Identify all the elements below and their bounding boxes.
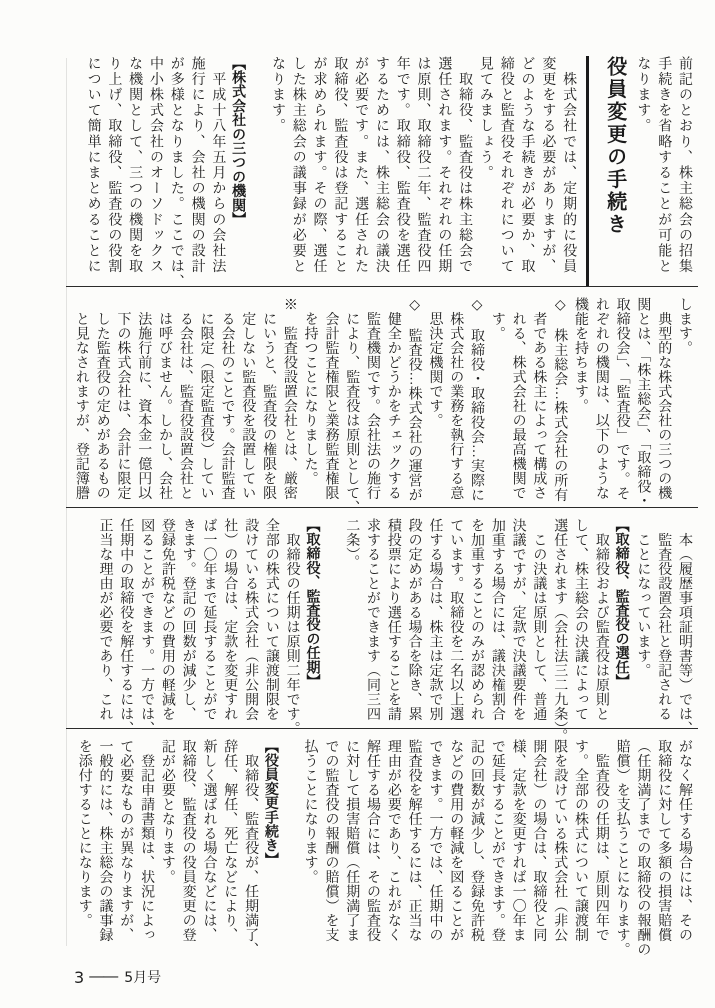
text-column: 理由が必要であり、これがなく [385, 739, 401, 942]
text-column: 登記申請書類は、状況によっ [139, 739, 155, 942]
text-column: 取締役、監査役は登記すること [332, 56, 348, 275]
text-column: と見なされますが、登記簿謄 [73, 297, 89, 500]
text-column: 取締役、監査役が、任期満了、 [243, 739, 259, 957]
text-column: にいうと、監査役の権限を限 [261, 297, 277, 500]
column-gap [322, 518, 340, 528]
text-column: す。全部の株式について譲渡制 [573, 739, 589, 942]
text-column: 取締役に対して多額の損害賠償 [656, 739, 672, 942]
text-column: 法施行前に、資本金一億円以 [136, 297, 152, 500]
text-column: が多様となりました。ここでは、 [168, 56, 184, 290]
text-column: 取締役の任期は原則二年です。 [284, 518, 300, 736]
footer-dash: ―― [89, 967, 118, 985]
text-column: などの費用の軽減を図ることが [448, 739, 464, 942]
text-column: 任する場合は、株主は定款で別 [427, 518, 443, 721]
text-column: 本（履歴事項証明書等）では、 [677, 518, 692, 736]
text-column: により、監査役は原則として、 [344, 297, 360, 515]
text-column: 中小株式会社のオーソドックス [147, 56, 163, 275]
text-column: 開会社）の場合は、取締役と同 [531, 739, 547, 942]
text-column: 手続きを省略することが可能と [656, 56, 672, 275]
text-column: 加重する場合には、議決権割合 [489, 518, 505, 721]
text-column: は呼びません。しかし、会社 [157, 297, 173, 500]
text-column: ています。取締役を二名以上選 [448, 518, 464, 721]
section-subheading: 【取締役、監査役の任期】 [304, 518, 321, 689]
article-band-2 [68, 297, 694, 515]
text-column: 思決定機関です。 [427, 297, 443, 428]
text-column: 新しく選ばれる場合などには、 [201, 739, 217, 942]
text-column: 株式会社の業務を執行する意 [448, 297, 464, 500]
text-column: て必要なものが異なりますが、 [118, 739, 134, 942]
text-column: がなく解任する場合には、その [677, 739, 692, 942]
text-column: 正当な理由が必要であり、これ [97, 518, 113, 721]
text-column: ◇ 監査役…株式会社の運営が [406, 297, 422, 502]
article-band-4 [68, 739, 694, 957]
text-column: 設けている株式会社（非公開会 [243, 518, 259, 721]
article-band-1 [68, 56, 694, 290]
text-column: 求することができます（同三四 [365, 518, 381, 721]
text-column: が求められます。その際、選任 [311, 56, 327, 275]
text-column: なります。 [269, 56, 285, 134]
text-column: 取締役、監査役は株主総会で [457, 56, 473, 275]
text-column: 監査役の任期は、原則四年で [593, 739, 609, 942]
text-column: 年です。取締役、監査役を選任 [394, 56, 410, 275]
text-column: る会社のことです。会計監査 [219, 297, 235, 500]
text-column: に限定（限定監査役）してい [198, 297, 214, 500]
issue-label: 5月号 [124, 970, 162, 986]
text-column: ことになっています。 [635, 518, 651, 678]
text-column: 施行により、会社の機関の設計 [189, 56, 205, 275]
text-column: 取締役、監査役の役員変更の登 [180, 739, 196, 942]
text-column: 積投票により選任することを請 [385, 518, 401, 721]
text-column: 二条）。 [344, 518, 360, 569]
text-column: この決議は原則として、普通 [531, 518, 547, 721]
text-column: 見てみましょう。 [477, 56, 493, 181]
text-column: に対して損害賠償（任期満了ま [344, 739, 360, 942]
text-column: れぞれの機関は、以下のような [593, 297, 609, 500]
text-column: 選任されます（会社法三二九条）。 [552, 518, 568, 743]
text-column: 社）の場合は、定款を変更すれ [222, 518, 238, 721]
text-column: れる、株式会社の最高機関で [510, 297, 526, 500]
text-column: ※ 監査役設置会社とは、厳密 [281, 297, 297, 500]
text-column: 監査役設置会社と登記される [656, 518, 672, 721]
text-column: を添付することになります。 [76, 739, 92, 928]
text-column: ば一〇年まで延長することがで [201, 518, 217, 721]
text-column: （任期満了までの取締役の報酬の [635, 739, 651, 957]
text-column: 下の株式会社は、会計に限定 [115, 297, 131, 500]
text-column: 監査機関です。会社法の施行 [365, 297, 381, 500]
text-column: 様、定款を変更すれば一〇年ま [510, 739, 526, 942]
text-column: が必要です。また、選任された [353, 56, 369, 275]
page-number: 3 [74, 967, 85, 987]
section-subheading: 【株式会社の三つの機関】 [230, 56, 247, 227]
heading-divider-rule [586, 56, 589, 287]
text-column: での監査役の報酬の賠償）を支 [323, 739, 339, 942]
text-column: について簡単にまとめることに [85, 56, 101, 275]
text-column: す。 [489, 297, 505, 341]
text-column: 一般的には、株主総会の議事録 [97, 739, 113, 942]
text-column: 機能を持ちます。 [573, 297, 589, 413]
text-column: な機関として、三つの機関を取 [127, 56, 143, 275]
text-column: 任期中の取締役を解任するには、 [118, 518, 134, 736]
text-column: 前記のとおり、株主総会の招集 [677, 56, 692, 275]
band-divider-rule-1 [66, 286, 698, 287]
text-column: 会計監査権限と業務監査権限 [323, 297, 339, 500]
text-column: して、株主総会の決議によって [573, 518, 589, 721]
text-column: 辞任、解任、死亡などにより、 [222, 739, 238, 942]
text-column: 監査役を解任するには、正当な [406, 739, 422, 942]
text-column: きます。登記の回数が減少し、 [180, 518, 196, 721]
text-column: 限を設けている株式会社（非公 [552, 739, 568, 942]
text-column: で延長することができます。登 [489, 739, 505, 942]
text-column: 記の回数が減少し、登録免許税 [469, 739, 485, 942]
text-column: できます。一方では、任期中の [427, 739, 443, 942]
section-subheading: 【取締役、監査役の選任】 [613, 518, 630, 689]
article-heading: 役員変更の手続き [603, 56, 628, 236]
text-column: 典型的な株式会社の三つの機 [656, 297, 672, 500]
text-column: した監査役の定めがあるもの [94, 297, 110, 500]
text-column: した株主総会の議事録が必要と [290, 56, 306, 275]
text-column: 全部の株式について譲渡制限を [263, 518, 279, 721]
text-column: 払うことになります。 [302, 739, 318, 884]
text-column: 賠償）を支払うことになります。 [614, 739, 630, 957]
text-column: は原則、取締役二年、監査役四 [415, 56, 431, 275]
text-column: ◇ 株主総会…株式会社の所有 [552, 297, 568, 502]
text-column: 取締役会」、「監査役」です。そ [614, 297, 630, 501]
text-column: 平成十八年五月からの会社法 [210, 56, 226, 275]
text-column: 選任されます。それぞれの任期 [436, 56, 452, 275]
page-footer [74, 967, 161, 987]
text-column: 健全かどうかをチェックする [385, 297, 401, 500]
band-divider-rule-3 [66, 728, 698, 729]
text-column: します。 [677, 297, 692, 355]
text-column: を加重することのみが認められ [469, 518, 485, 721]
text-column: ◇ 取締役・取締役会…実際に [469, 297, 485, 502]
column-gap [248, 56, 266, 66]
text-column: 株式会社では、定期的に役員 [561, 56, 577, 275]
text-column: り上げ、取締役、監査役の役割 [106, 56, 122, 275]
text-column: を持つことになりました。 [302, 297, 318, 486]
column-gap [281, 739, 299, 749]
text-column: 締役と監査役それぞれについて [498, 56, 514, 275]
text-column: 決議ですが、定款で決議要件を [510, 518, 526, 721]
text-column: 変更をする必要がありますが、 [540, 56, 556, 275]
text-column: 解任する場合には、その監査役 [365, 739, 381, 942]
text-column: 関とは、「株主総会」、「取締役・ [635, 297, 651, 508]
text-column: 者である株主によって構成さ [531, 297, 547, 500]
band-divider-rule-2 [66, 507, 698, 508]
scan-gutter-line [66, 58, 67, 946]
text-column: 登録免許税などの費用の軽減を [159, 518, 175, 721]
text-column: 定しない監査役を設置してい [240, 297, 256, 500]
text-column: る会社は、監査役設置会社と [177, 297, 193, 500]
section-subheading: 【役員変更手続き】 [262, 739, 279, 867]
text-column: 記が必要となります。 [159, 739, 175, 884]
text-column: するためには、株主総会の議決 [373, 56, 389, 275]
text-column: 段の定めがある場合を除き、累 [406, 518, 422, 721]
text-column: 図ることができます。一方では、 [139, 518, 155, 736]
text-column: なります。 [635, 56, 651, 134]
article-band-3 [68, 518, 694, 743]
text-column: 取締役および監査役は原則と [593, 518, 609, 721]
text-column: どのような手続きが必要か、取 [519, 56, 535, 275]
